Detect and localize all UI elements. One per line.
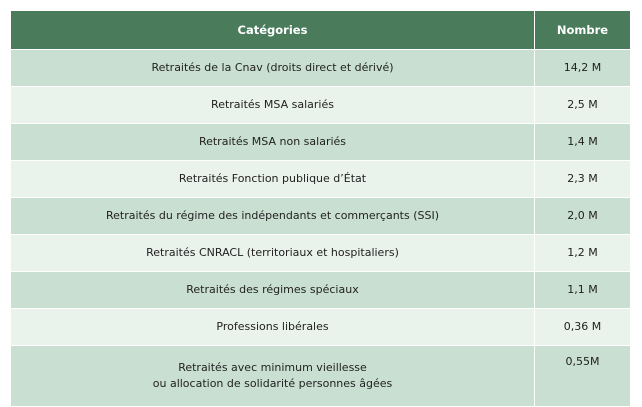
value-cell: 1,1 M xyxy=(535,272,631,309)
table-row xyxy=(11,309,631,346)
category-line: ou allocation de solidarité personnes âgées xyxy=(152,377,393,390)
value-cell: 2,5 M xyxy=(535,87,631,124)
category-cell: Retraités MSA non salariés xyxy=(11,124,535,161)
table-row xyxy=(11,124,631,161)
table-row xyxy=(11,346,631,407)
header-categories: Catégories xyxy=(11,11,535,50)
category-cell: Retraités CNRACL (territoriaux et hospitaliers) xyxy=(11,235,535,272)
category-cell: Retraités MSA salariés xyxy=(11,87,535,124)
category-cell xyxy=(11,346,535,407)
value-cell: 0,55M xyxy=(535,346,631,407)
header-nombre: Nombre xyxy=(535,11,631,50)
category-line: Retraités avec minimum vieillesse xyxy=(178,361,367,374)
category-cell: Retraités Fonction publique d’État xyxy=(11,161,535,198)
table-header-row xyxy=(11,11,631,50)
value-cell: 0,36 M xyxy=(535,309,631,346)
table-row xyxy=(11,235,631,272)
table-row xyxy=(11,87,631,124)
table-row xyxy=(11,50,631,87)
category-cell: Retraités de la Cnav (droits direct et dérivé) xyxy=(11,50,535,87)
retirees-table-container xyxy=(10,10,630,407)
category-cell: Professions libérales xyxy=(11,309,535,346)
value-cell: 1,2 M xyxy=(535,235,631,272)
value-cell: 2,3 M xyxy=(535,161,631,198)
retirees-table xyxy=(10,10,631,407)
value-cell: 14,2 M xyxy=(535,50,631,87)
category-cell: Retraités du régime des indépendants et commerçants (SSI) xyxy=(11,198,535,235)
category-cell: Retraités des régimes spéciaux xyxy=(11,272,535,309)
table-row xyxy=(11,198,631,235)
table-row xyxy=(11,161,631,198)
table-row xyxy=(11,272,631,309)
value-cell: 1,4 M xyxy=(535,124,631,161)
value-cell: 2,0 M xyxy=(535,198,631,235)
